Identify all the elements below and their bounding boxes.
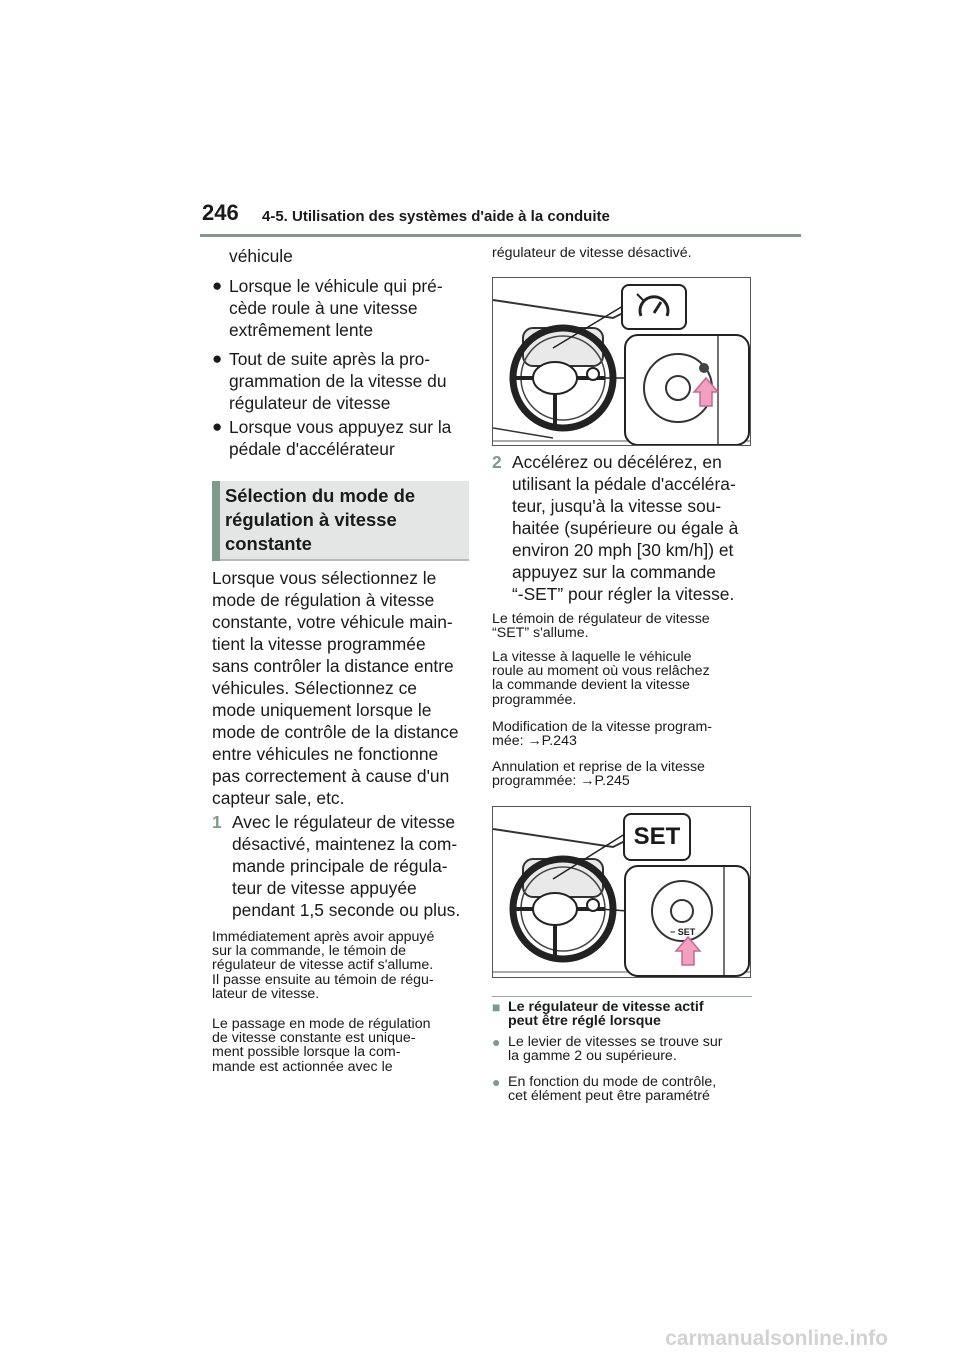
bullet-line: Tout de suite après la pro-: [229, 349, 431, 369]
step-line: “-SET” pour régler la vitesse.: [512, 584, 735, 604]
page-number: 246: [202, 200, 239, 225]
heading-line: régulation à vitesse: [225, 509, 397, 530]
paragraph-line: capteur sale, etc.: [212, 788, 345, 808]
bullet-line: cède roule à une vitesse: [229, 298, 418, 318]
heading-line: constante: [225, 533, 312, 554]
note-line: mande est actionnée avec le: [212, 1058, 393, 1075]
step-line: mande principale de régula-: [232, 856, 448, 876]
paragraph-line: constante, votre véhicule main-: [212, 612, 453, 632]
note-line: programmée: →P.245: [492, 773, 630, 790]
note-line: Immédiatement après avoir appuyé: [212, 929, 435, 945]
condition-line: la gamme 2 ou supérieure.: [508, 1048, 677, 1065]
note-line: régulateur de vitesse actif s'allume.: [212, 957, 434, 974]
bullet-line: Lorsque vous appuyez sur la: [229, 417, 452, 437]
note-line: Le témoin de régulateur de vitesse: [492, 611, 710, 627]
bullet-line: Lorsque le véhicule qui pré-: [229, 276, 443, 296]
note-mode-switch: [212, 1017, 470, 1074]
bullet-dot-icon: ●: [212, 417, 223, 436]
paragraph-line: pas correctement à cause d'un: [212, 766, 450, 786]
note-indicator: [212, 930, 470, 1001]
step-line: haitée (supérieure ou égale à: [512, 518, 739, 538]
steering-wheel-illustration-main-switch: [492, 277, 751, 446]
section-heading-box: [212, 481, 469, 561]
heading-line: Sélection du mode de: [225, 485, 416, 506]
continuation-text: véhicule: [229, 246, 293, 266]
heading-accent-bar: [212, 481, 220, 561]
paragraph-line: Lorsque vous sélectionnez le: [212, 568, 437, 588]
bullet-line: extrêmement lente: [229, 320, 374, 340]
note-line: de vitesse constante est unique-: [212, 1030, 416, 1047]
paragraph-line: mode de régulation à vitesse: [212, 590, 435, 610]
bullet-dot-icon: ●: [212, 349, 223, 368]
switch-closeup-callout: [624, 334, 750, 446]
bullet-dot-icon: ●: [492, 1034, 501, 1050]
note-line: roule au moment où vous relâchez: [492, 663, 710, 680]
note-set-speed: [492, 650, 752, 707]
paragraph-line: véhicules. Sélectionnez ce: [212, 678, 417, 698]
square-bullet-icon: ■: [492, 999, 501, 1015]
main-switch-drawing: [626, 336, 748, 444]
bullet-line: pédale d'accélérateur: [229, 439, 395, 459]
bullet-line: régulateur de vitesse: [229, 393, 391, 413]
note-line: Il passe ensuite au témoin de régu-: [212, 971, 434, 988]
paragraph-line: mode de contrôle de la distance: [212, 722, 459, 742]
subheading-line: Le régulateur de vitesse actif: [508, 999, 704, 1015]
note-line: Modification de la vitesse program-: [492, 719, 713, 735]
switch-closeup-callout: [624, 865, 750, 977]
paragraph-line: sans contrôler la distance entre: [212, 656, 454, 676]
note-line: ment possible lorsque la com-: [212, 1044, 401, 1061]
step-line: utilisant la pédale d'accéléra-: [512, 474, 736, 494]
step-number: 1: [212, 812, 222, 832]
condition-line: Le levier de vitesses se trouve sur: [508, 1034, 723, 1050]
step-line: teur, jusqu'à la vitesse sou-: [512, 496, 722, 516]
note-line: lateur de vitesse.: [212, 985, 320, 1002]
bullet-line: grammation de la vitesse du: [229, 371, 447, 391]
figure-caption: régulateur de vitesse désactivé.: [492, 245, 692, 261]
note-line: sur la commande, le témoin de: [212, 943, 406, 960]
step-line: environ 20 mph [30 km/h]) et: [512, 540, 734, 560]
step-line: Accélérez ou décélérez, en: [512, 452, 722, 472]
note-line: Le passage en mode de régulation: [212, 1016, 431, 1032]
set-switch-drawing: [626, 867, 748, 975]
paragraph-line: entre véhicules ne fonctionne: [212, 744, 439, 764]
paragraph-line: tient la vitesse programmée: [212, 634, 426, 654]
note-adjust-speed-link[interactable]: [492, 720, 752, 748]
cruise-control-icon: [623, 286, 685, 328]
note-cancel-resume-link[interactable]: [492, 760, 752, 788]
bullet-dot-icon: ●: [212, 276, 223, 295]
steering-wheel-illustration-set-switch: [492, 806, 751, 978]
header-rule: [200, 234, 801, 237]
section-title: 4-5. Utilisation des systèmes d'aide à la conduite: [262, 208, 610, 225]
section-separator: [492, 996, 752, 997]
subheading-line: peut être réglé lorsque: [508, 1013, 661, 1030]
step-line: appuyez sur la commande: [512, 562, 716, 582]
note-line: Annulation et reprise de la vitesse: [492, 759, 705, 775]
arrow-icon: [694, 378, 718, 406]
indicator-callout: [621, 284, 687, 330]
step-line: pendant 1,5 seconde ou plus.: [232, 900, 461, 920]
condition-line: cet élément peut être paramétré: [508, 1088, 710, 1105]
bullet-dot-icon: ●: [492, 1074, 501, 1090]
step-number: 2: [492, 452, 502, 472]
step-line: teur de vitesse appuyée: [232, 878, 417, 898]
step-line: désactivé, maintenez la com-: [232, 834, 458, 854]
note-line: “SET” s'allume.: [492, 625, 589, 642]
watermark: carmanualsonline.info: [665, 1327, 888, 1350]
set-label-callout: SET: [623, 813, 691, 861]
step-line: Avec le régulateur de vitesse: [232, 812, 455, 832]
note-set-indicator: [492, 612, 752, 640]
paragraph-line: mode uniquement lorsque le: [212, 700, 432, 720]
note-line: mée: →P.243: [492, 733, 577, 750]
note-line: La vitesse à laquelle le véhicule: [492, 649, 692, 665]
note-line: programmée.: [492, 691, 577, 708]
note-line: la commande devient la vitesse: [492, 677, 690, 694]
condition-line: En fonction du mode de contrôle,: [508, 1074, 717, 1090]
set-switch-label: − SET: [670, 927, 696, 937]
intro-paragraph: [212, 567, 470, 809]
